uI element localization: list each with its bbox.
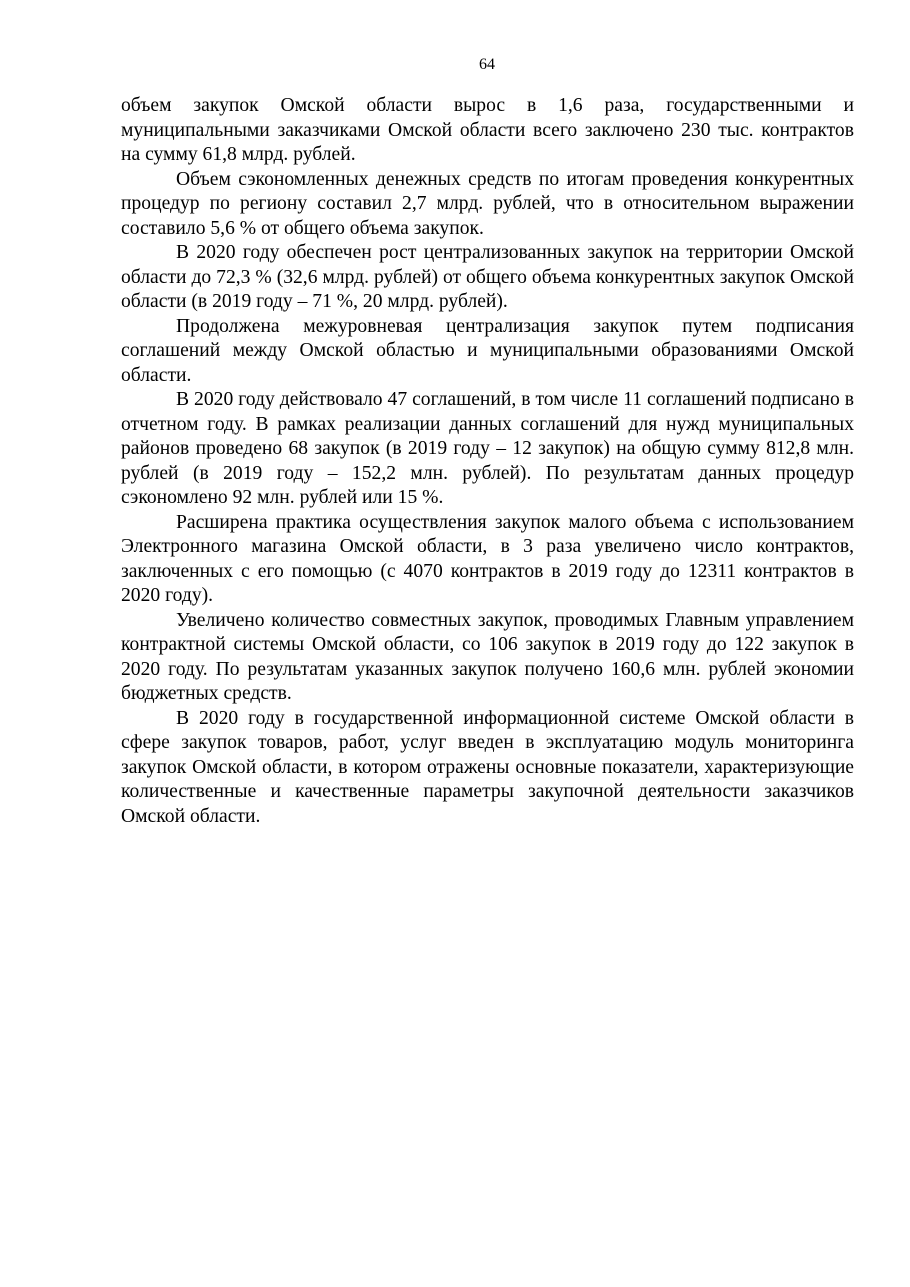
paragraph-electronic-store: Расширена практика осуществления закупок малого объема с использованием Электронного магазина Омской области, в 3 раза увеличено число контрактов, заключенных с его помощью (с 4070 контрактов в 2019 году до 12311 контрактов в 2020 году). [121, 511, 854, 606]
page-number: 64 [479, 56, 495, 73]
document-body [121, 94, 854, 829]
paragraph-centralized-procurement: В 2020 году обеспечен рост централизованных закупок на территории Омской области до 72,3 % (32,6 млрд. рублей) от общего объема конкурентных закупок Омской области (в 2019 году – 71 %, 20 млрд. рублей). [121, 242, 854, 312]
paragraph-continuation: объем закупок Омской области вырос в 1,6 раза, государственными и муниципальными заказчиками Омской области всего заключено 230 тыс. контрактов на сумму 61,8 млрд. рублей. [121, 95, 854, 165]
paragraph-monitoring-module: В 2020 году в государственной информационной системе Омской области в сфере закупок товаров, работ, услуг введен в эксплуатацию модуль мониторинга закупок Омской области, в котором отражены основные показатели, характеризующие количественные и качественные параметры закупочной деятельности заказчиков Омской области. [121, 707, 854, 827]
paragraph-agreements: В 2020 году действовало 47 соглашений, в том числе 11 соглашений подписано в отчетном году. В рамках реализации данных соглашений для нужд муниципальных районов проведено 68 закупок (в 2019 году – 12 закупок) на общую сумму 812,8 млн. рублей (в 2019 году – 152,2 млн. рублей). По результатам данных процедур сэкономлено 92 млн. рублей или 15 %. [121, 389, 854, 508]
paragraph-joint-procurement: Увеличено количество совместных закупок, проводимых Главным управлением контрактной системы Омской области, со 106 закупок в 2019 году до 122 закупок в 2020 году. По результатам указанных закупок получено 160,6 млн. рублей экономии бюджетных средств. [121, 609, 854, 704]
paragraph-interlevel-centralization: Продолжена межуровневая централизация закупок путем подписания соглашений между Омской областью и муниципальными образованиями Омской области. [121, 315, 854, 386]
paragraph-savings: Объем сэкономленных денежных средств по итогам проведения конкурентных процедур по региону составил 2,7 млрд. рублей, что в относительном выражении составило 5,6 % от общего объема закупок. [121, 168, 854, 239]
